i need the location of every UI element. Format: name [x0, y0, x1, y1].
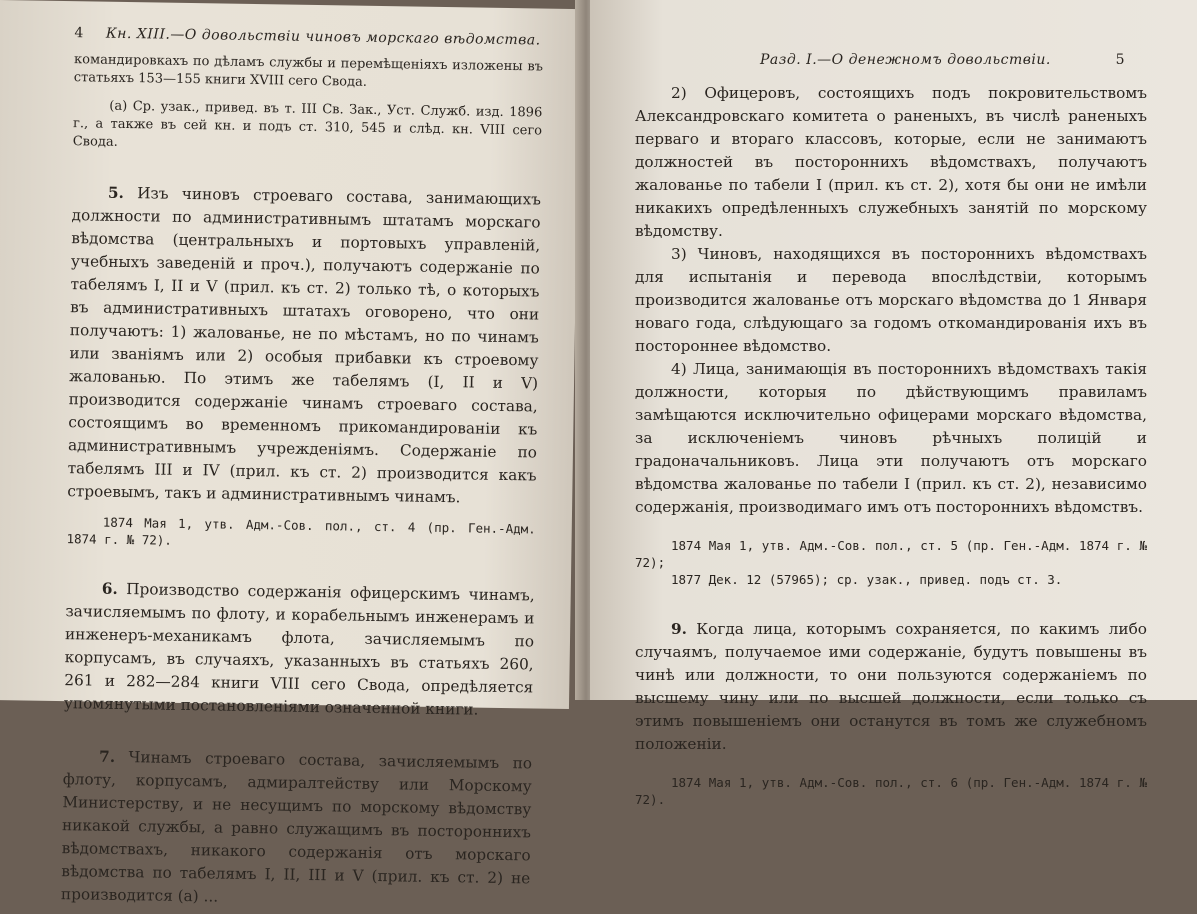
- paragraph-9: [635, 618, 1147, 756]
- paragraph-9-citation: 1874 Мая 1, утв. Адм.-Сов. пол., ст. 6 (пр. Ген.-Адм. 1874 г. № 72).: [635, 775, 1147, 807]
- left-page: [0, 0, 580, 906]
- paragraph-6: [64, 577, 535, 722]
- left-page-number: 4: [74, 25, 85, 42]
- right-page: [590, 0, 1197, 807]
- paragraph-5-number: 5.: [107, 183, 125, 202]
- paragraph-6-number: 6.: [101, 579, 118, 598]
- left-footnote: (а) Ср. узак., привед. въ т. III Св. Зак., Уст. Служб. изд. 1896 г., а также въ сей кн. и подъ ст. 310, 545 и слѣд. кн. VIII сего Свода.: [72, 98, 543, 150]
- paragraph-5: [67, 181, 541, 510]
- paragraph-5-citation: 1874 Мая 1, утв. Адм.-Сов. пол., ст. 4 (пр. Ген.-Адм. 1874 г. № 72).: [66, 514, 536, 548]
- left-page-running-title: Кн. XIII.—О довольствiи чиновъ морскаго вѣдомства.: [105, 25, 541, 49]
- items-citation-2: 1877 Дек. 12 (57965); ср. узак., привед. подъ ст. 3.: [671, 572, 1063, 587]
- paragraph-7-text: Чинамъ строеваго состава, зачисляемымъ по флоту, корпусамъ, адмиралтейству или Морскому Министерству, и не несущимъ по морскому вѣдомству никакой службы, а равно служащимъ въ постороннихъ вѣдомствахъ, никакого содержанiя отъ морскаго вѣдомства по табелямъ I, II, III и V (прил. къ ст. 2) не производится (а) ...: [60, 748, 533, 906]
- item-4: 4) Лица, занимающiя въ постороннихъ вѣдомствахъ такiя должности, которыя по дѣйствующимъ правиламъ замѣщаются исключительно офицерами морскаго вѣдомства, за исключенiемъ чиновъ рѣчныхъ полицiй и градоначальниковъ. Лица эти получаютъ отъ морскаго вѣдомства жалованье по табели I (прил. къ ст. 2), независимо содержанiя, производимаго имъ отъ постороннихъ вѣдомствъ.: [635, 360, 1147, 516]
- right-page-header: [635, 52, 1147, 68]
- item-2: 2) Офицеровъ, состоящихъ подъ покровительствомъ Александровскаго комитета о раненыхъ, въ числѣ раненыхъ перваго и втораго классовъ, которые, если не занимаютъ должностей въ постороннихъ вѣдомствахъ, получаютъ жалованье по табели I (прил. къ ст. 2), хотя бы они не имѣли никакихъ опредѣленныхъ служебныхъ занятiй по морскому вѣдомству.: [635, 84, 1147, 240]
- right-page-number: 5: [1115, 52, 1125, 68]
- left-intro-text: командировкахъ по дѣламъ службы и перемѣщенiяхъ изложены въ статьяхъ 153—155 книги XVIII сего Свода.: [73, 52, 544, 90]
- right-page-running-title: Разд. I.—О денежномъ довольствiи.: [760, 52, 1051, 68]
- paragraph-7-number: 7.: [98, 747, 116, 766]
- paragraph-9-text: Когда лица, которымъ сохраняется, по какимъ либо случаямъ, получаемое ими содержанiе, будутъ повышены въ чинѣ или должности, то они пользуются содержанiемъ по высшему чину или по высшей должности, если только съ этимъ повышенiемъ они останутся въ томъ же служебномъ положенiи.: [635, 620, 1147, 753]
- paragraph-9-number: 9.: [671, 620, 687, 638]
- paragraph-5-text: Изъ чиновъ строеваго состава, занимающихъ должности по административнымъ штатамъ морскаго вѣдомства (центральныхъ и портовыхъ управленiй, учебныхъ заведенiй и проч.), получаютъ содержанiе по табелямъ I, II и V (прил. къ ст. 2) только тѣ, о которыхъ въ административныхъ штатахъ оговорено, что они получаютъ: 1) жалованье, не по мѣстамъ, но по чинамъ или званiямъ или 2) особыя прибавки къ строевому жалованью. По этимъ же табелямъ (I, II и V) производится содержанiе чинамъ строеваго состава, состоящимъ во временномъ прикомандированiи къ административнымъ учрежденiямъ. Содержанiе по табелямъ III и IV (прил. къ ст. 2) производится какъ строевымъ, такъ и административнымъ чинамъ.: [67, 184, 542, 507]
- items-citation-1: 1874 Мая 1, утв. Адм.-Сов. пол., ст. 5 (пр. Ген.-Адм. 1874 г. № 72);: [635, 538, 1147, 570]
- item-3: 3) Чиновъ, находящихся въ постороннихъ вѣдомствахъ для испытанiя и перевода впослѣдствiи, которымъ производится жалованье отъ морскаго вѣдомства до 1 Января новаго года, слѣдующаго за годомъ откомандированiя ихъ въ постороннее вѣдомство.: [635, 245, 1147, 355]
- paragraph-6-text: Производство содержанiя офицерскимъ чинамъ, зачисляемымъ по флоту, и корабельнымъ инженерамъ и инженеръ-механикамъ флота, зачисляемымъ по корпусамъ, въ случаяхъ, указанныхъ въ статьяхъ 260, 261 и 282—284 книги VIII сего Свода, опредѣляется упомянутыми постановленiями означенной книги.: [63, 580, 535, 719]
- paragraph-7: [61, 745, 532, 913]
